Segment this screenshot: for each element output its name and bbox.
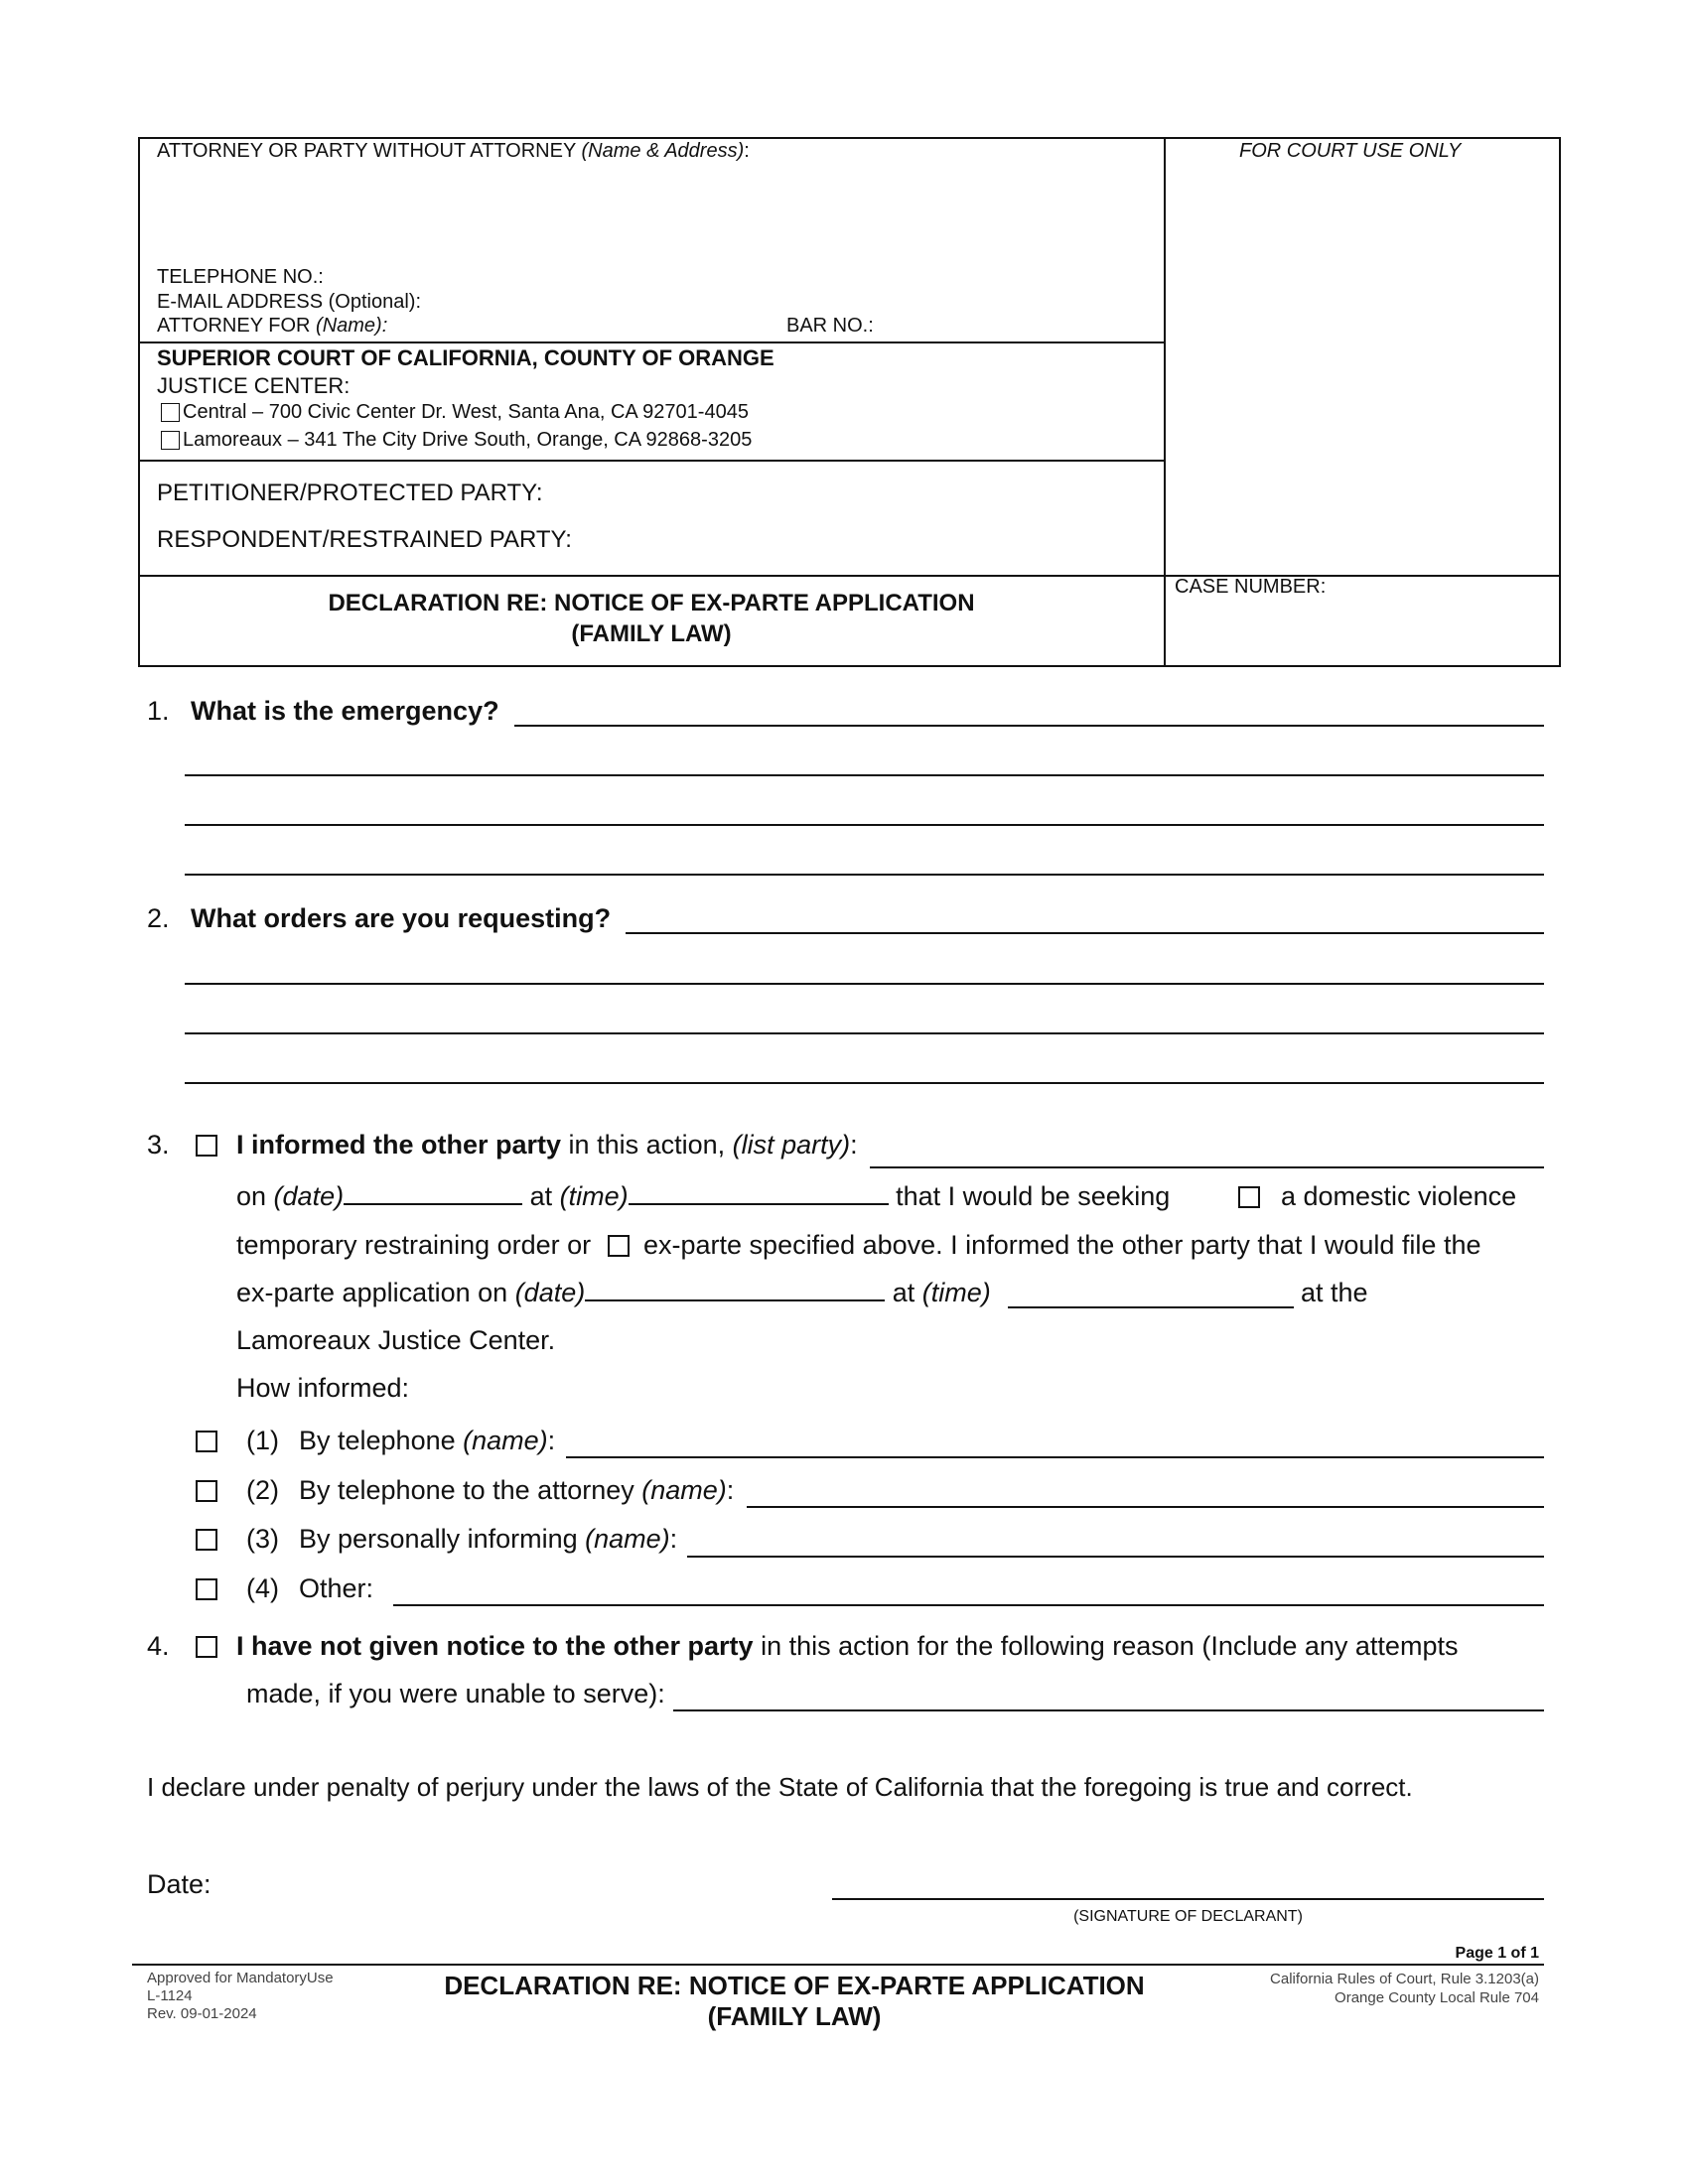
option-4-number: (4): [246, 1573, 279, 1603]
declaration-text: I declare under penalty of perjury under the laws of the State of California that the foregoing is true and correct.: [147, 1772, 1413, 1802]
attorney-label: ATTORNEY OR PARTY WITHOUT ATTORNEY (Name & Address):: [157, 140, 750, 162]
item-3-date-time-line: on (date) at (time) that I would be seeking: [236, 1181, 1171, 1211]
signature-label: (SIGNATURE OF DECLARANT): [1073, 1908, 1303, 1925]
item-3-checkbox[interactable]: [196, 1135, 217, 1157]
signature-line[interactable]: [832, 1898, 1544, 1900]
option-2-name-line[interactable]: [747, 1506, 1544, 1508]
item-3-time-field[interactable]: [629, 1181, 889, 1205]
option-2-number: (2): [246, 1475, 279, 1505]
item-3-statement: I informed the other party in this action, (list party):: [236, 1130, 858, 1160]
page-number: Page 1 of 1: [1455, 1945, 1539, 1962]
footer-approved: Approved for MandatoryUse L-1124 Rev. 09-01-2024: [147, 1970, 334, 2022]
option-1-checkbox[interactable]: [196, 1431, 217, 1452]
tro-label: temporary restraining order or: [236, 1230, 592, 1260]
option-2-label: By telephone to the attorney (name):: [299, 1475, 735, 1505]
caption-divider-court: [138, 460, 1165, 462]
item-4-statement: I have not given notice to the other party in this action for the following reason (Include any attempts: [236, 1631, 1459, 1661]
item-2-answer-line[interactable]: [185, 1082, 1544, 1084]
central-checkbox[interactable]: [161, 403, 180, 422]
item-1-answer-line[interactable]: [185, 874, 1544, 876]
item-3-party-line[interactable]: [870, 1166, 1544, 1168]
item-4-reason-line[interactable]: [673, 1709, 1544, 1711]
option-4-label: Other:: [299, 1573, 374, 1603]
domestic-violence-checkbox[interactable]: [1238, 1186, 1260, 1208]
item-2-answer-line[interactable]: [185, 1032, 1544, 1034]
domestic-violence-label: a domestic violence: [1281, 1181, 1517, 1211]
caption-divider-attorney: [138, 341, 1165, 343]
filing-time-field[interactable]: [1008, 1306, 1294, 1308]
court-name: SUPERIOR COURT OF CALIFORNIA, COUNTY OF ORANGE: [157, 345, 774, 370]
item-4-statement-cont: made, if you were unable to serve):: [246, 1679, 665, 1708]
item-4-checkbox[interactable]: [196, 1636, 217, 1658]
case-number-label: CASE NUMBER:: [1175, 576, 1327, 598]
item-2-answer-line[interactable]: [185, 983, 1544, 985]
option-2-checkbox[interactable]: [196, 1480, 217, 1502]
item-3-date-field[interactable]: [344, 1181, 522, 1205]
filing-date-time-line: ex-parte application on (date) at (time): [236, 1278, 991, 1307]
item-1-question: What is the emergency?: [191, 696, 499, 726]
form-title: DECLARATION RE: NOTICE OF EX-PARTE APPLICATION (FAMILY LAW): [328, 590, 975, 647]
item-2-number: 2.: [147, 903, 170, 933]
court-use-label: FOR COURT USE ONLY: [1239, 140, 1462, 162]
lamoreaux-address: Lamoreaux – 341 The City Drive South, Orange, CA 92868-3205: [183, 429, 753, 451]
footer-rule: [132, 1964, 1544, 1966]
item-4-number: 4.: [147, 1631, 170, 1661]
at-the-label: at the: [1301, 1278, 1368, 1307]
option-3-checkbox[interactable]: [196, 1529, 217, 1551]
footer-title: DECLARATION RE: NOTICE OF EX-PARTE APPLICATION (FAMILY LAW): [444, 1971, 1145, 2031]
how-informed-label: How informed:: [236, 1373, 410, 1403]
justice-center-label: JUSTICE CENTER:: [157, 373, 351, 398]
item-3-number: 3.: [147, 1130, 170, 1160]
bar-no-label: BAR NO.:: [786, 315, 874, 337]
filing-date-field[interactable]: [585, 1278, 885, 1301]
item-1-answer-line[interactable]: [514, 725, 1544, 727]
item-2-question: What orders are you requesting?: [191, 903, 612, 933]
central-address: Central – 700 Civic Center Dr. West, Santa Ana, CA 92701-4045: [183, 401, 749, 423]
ex-parte-label: ex-parte specified above. I informed the other party that I would file the: [643, 1230, 1481, 1260]
option-3-number: (3): [246, 1524, 279, 1554]
footer-rules: California Rules of Court, Rule 3.1203(a) Orange County Local Rule 704: [1270, 1971, 1539, 2006]
option-1-number: (1): [246, 1426, 279, 1455]
lamoreaux-jc-label: Lamoreaux Justice Center.: [236, 1325, 556, 1355]
email-label: E-MAIL ADDRESS (Optional):: [157, 291, 422, 313]
petitioner-label: PETITIONER/PROTECTED PARTY:: [157, 479, 543, 506]
attorney-for-label: ATTORNEY FOR (Name):: [157, 315, 388, 337]
item-1-answer-line[interactable]: [185, 774, 1544, 776]
telephone-label: TELEPHONE NO.:: [157, 266, 324, 288]
item-1-number: 1.: [147, 696, 170, 726]
respondent-label: RESPONDENT/RESTRAINED PARTY:: [157, 526, 572, 553]
date-label: Date:: [147, 1869, 211, 1899]
lamoreaux-checkbox[interactable]: [161, 431, 180, 450]
option-4-line[interactable]: [393, 1604, 1544, 1606]
item-2-answer-line[interactable]: [626, 932, 1544, 934]
option-1-label: By telephone (name):: [299, 1426, 556, 1455]
option-4-checkbox[interactable]: [196, 1578, 217, 1600]
option-3-name-line[interactable]: [687, 1556, 1544, 1558]
ex-parte-checkbox[interactable]: [608, 1235, 630, 1257]
item-1-answer-line[interactable]: [185, 824, 1544, 826]
option-1-name-line[interactable]: [566, 1456, 1544, 1458]
caption-divider-title: [138, 575, 1561, 577]
option-3-label: By personally informing (name):: [299, 1524, 678, 1554]
